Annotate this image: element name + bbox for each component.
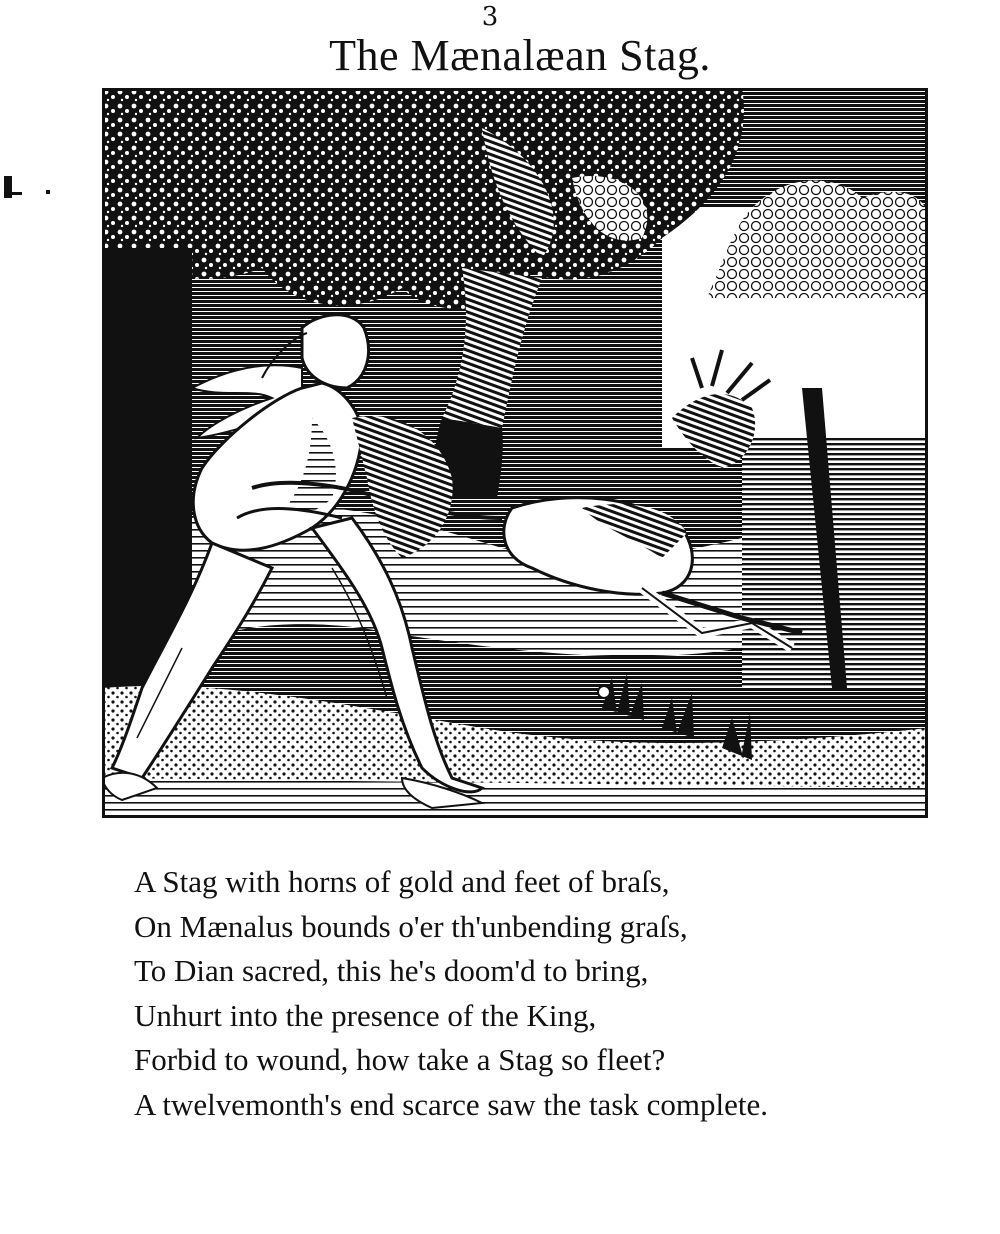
engraving-artwork [102,88,928,818]
engraving-illustration [102,88,928,818]
poem-line: On Mænalus bounds o'er th'unbending graſs, [134,908,688,944]
margin-mark [46,190,50,194]
margin-mark [10,192,22,195]
page-number: 3 [481,2,499,32]
poem-line: Unhurt into the presence of the King, [134,997,597,1033]
poem-line: To Dian sacred, this he's doom'd to bring, [134,953,649,988]
poem-line: A twelvemonth's end scarce saw the task complete. [134,1086,769,1122]
poem-line: Forbid to wound, how take a Stag so fleet? [134,1042,666,1077]
page-title: The Mænalæan Stag. [329,31,711,80]
poem-line: A Stag with horns of gold and feet of braſs, [134,864,670,899]
poem-verse [134,860,954,1127]
